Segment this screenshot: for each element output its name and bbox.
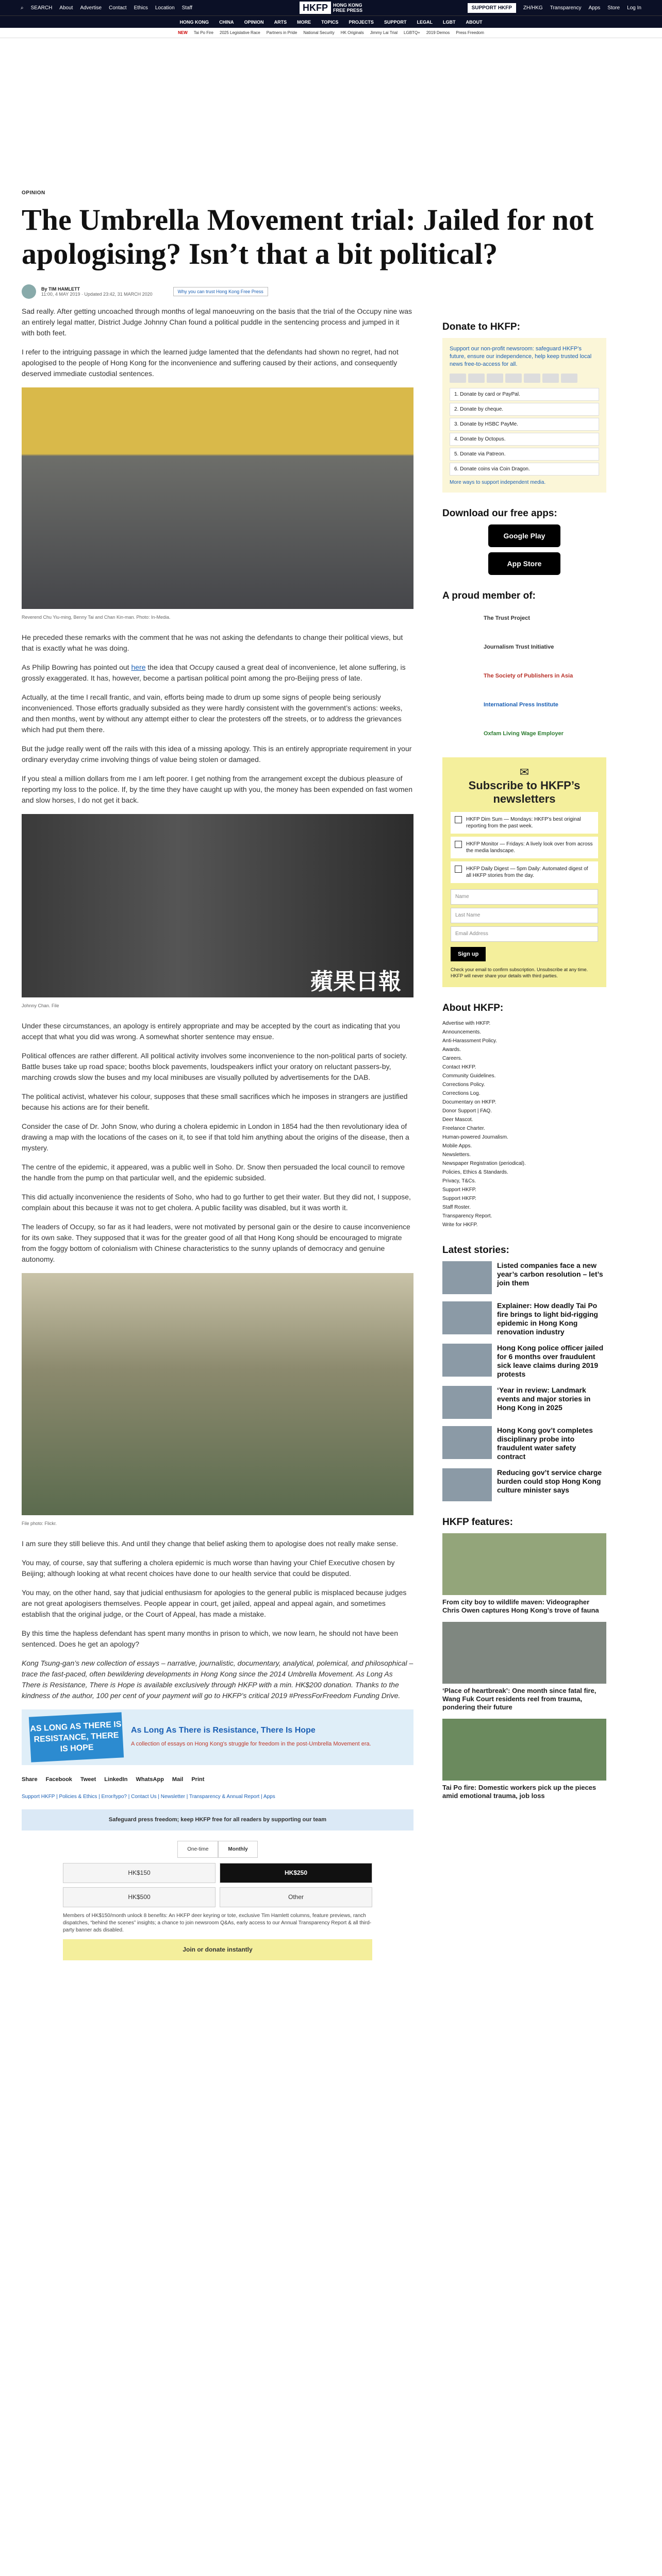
paragraph: The leaders of Occupy, so far as it had leaders, were not motivated by personal gain or the desire to cause inconvenience for its own sake. They supposed that it was for the greater good of all that Hong Kong should be encouraged to migrate from the foggy bottom of colonialism with Chinese characteristics to the sunny uplands of democracy and genuine autonomy. xyxy=(22,1223,410,1263)
donate-intro[interactable]: Support our non-profit newsroom: safeguard HKFP’s future, ensure our independence, help keep trusted local news free-to-access for all. xyxy=(450,346,592,367)
topic-link[interactable]: HK Originals xyxy=(340,30,364,35)
newsletter-box xyxy=(442,757,606,987)
share-label: Share xyxy=(22,1776,38,1783)
card-icon xyxy=(542,374,559,383)
about-link[interactable]: Corrections Log. xyxy=(442,1091,481,1096)
nav-arts[interactable]: ARTS xyxy=(274,19,287,25)
nav-more[interactable]: MORE xyxy=(297,19,311,25)
donate-option[interactable]: 4. Donate by Octopus. xyxy=(450,433,599,446)
paragraph: The centre of the epidemic, it appeared, was a public well in Soho. Dr. Snow then persuaded the local council to remove the handle from the pump on that particular well, and the epidemic subsided. xyxy=(22,1163,405,1182)
newsletter-option[interactable] xyxy=(451,812,598,834)
email-input[interactable]: Email Address xyxy=(451,926,598,942)
topic-strip xyxy=(0,28,662,38)
apps-heading: Download our free apps: xyxy=(442,508,557,519)
about-link[interactable]: Transparency Report. xyxy=(442,1213,492,1219)
main-content xyxy=(22,190,640,1960)
card-icon xyxy=(487,374,503,383)
freq-monthly[interactable]: Monthly xyxy=(218,1841,257,1858)
byline xyxy=(22,281,640,302)
nav-support[interactable]: SUPPORT xyxy=(384,19,407,25)
about-link[interactable]: Newsletters. xyxy=(442,1152,471,1158)
nav-hong-kong[interactable]: HONG KONG xyxy=(179,19,209,25)
topic-link[interactable]: 2019 Demos xyxy=(426,30,450,35)
newsletter-option-label: HKFP Dim Sum — Mondays: HKFP’s best original reporting from the past week. xyxy=(466,817,581,829)
latest-story[interactable] xyxy=(442,1301,606,1336)
newsletter-option[interactable] xyxy=(451,837,598,858)
top-link-transparency[interactable]: Transparency xyxy=(550,5,582,11)
search-icon[interactable]: ⌕ xyxy=(21,5,24,11)
top-links-right xyxy=(331,3,641,13)
paragraph: I refer to the intriguing passage in which the learned judge lamented that the defendants had shown no regret, had not apologised to the people of Hong Kong for the inconvenience and suffering caused by their actions, and consequently deserved immediate custodial sentences. xyxy=(22,348,399,378)
first-name-input[interactable]: Name xyxy=(451,889,598,905)
donate-option[interactable]: 5. Donate via Patreon. xyxy=(450,448,599,461)
more-ways-link[interactable]: More ways to support independent media. xyxy=(450,480,546,485)
trust-link[interactable]: Why you can trust Hong Kong Free Press xyxy=(173,287,268,296)
article-photo-2 xyxy=(22,814,413,997)
donate-option[interactable]: 1. Donate by card or PayPal. xyxy=(450,388,599,401)
paragraph: This did actually inconvenience the residents of Soho, who had to go further to get their water. But they did not, I suppose, complain about this because it was not to get cholera. A public facility was disabled, but it was worth it. xyxy=(22,1193,411,1212)
about-link[interactable]: Human-powered Journalism. xyxy=(442,1134,508,1140)
about-link[interactable]: Corrections Policy. xyxy=(442,1082,485,1088)
feature-card[interactable] xyxy=(442,1533,606,1615)
about-link[interactable]: Donor Support | FAQ. xyxy=(442,1108,492,1114)
about-link[interactable]: Awards. xyxy=(442,1047,461,1053)
latest-story[interactable] xyxy=(442,1261,606,1294)
about-link[interactable]: Staff Roster. xyxy=(442,1205,471,1210)
partner-logo[interactable]: The Society of Publishers in Asia xyxy=(484,673,573,679)
paragraph: You may, on the other hand, say that judicial enthusiasm for apologies to the general public is misplaced because judges are not great apologisers themselves. People appear in court, get jailed, appeal and appeal again, and sometimes establish that the original judge, or the Court of Appeal, has made a mistake. xyxy=(22,1588,407,1618)
book-promo-paragraph: Kong Tsung-gan’s new collection of essays – narrative, journalistic, documentary, analytical, polemical, and philosophical – trace the fast-paced, often bewildering developments in Hong Kong since the 2014 Umbrella Movement. As Long As There is Resistance, There is Hope is available exclusively through HKFP with a min. HK$200 donation. Thanks to the kindness of the author, 100 per cent of your payment will go to HKFP’s critical 2019 #PressForFreedom Funding Drive. xyxy=(22,1659,413,1700)
partner-logo[interactable]: The Trust Project xyxy=(484,615,530,621)
article-date: 11:00, 4 MAY 2019 · Updated 23:42, 31 MARCH 2020 xyxy=(41,292,153,297)
content-columns xyxy=(22,306,640,1960)
paragraph: You may, of course, say that suffering a cholera epidemic is much worse than having your Chief Executive chosen by Beijing; although looking at what recent choices have done to our health service that could be disputed. xyxy=(22,1558,395,1578)
story-title[interactable]: ‘Year in review: Landmark events and major stories in Hong Kong in 2025 xyxy=(497,1386,591,1412)
last-name-input[interactable]: Last Name xyxy=(451,908,598,923)
main-nav xyxy=(0,15,662,28)
search-link[interactable]: SEARCH xyxy=(30,5,53,11)
about-link[interactable]: Privacy, T&Cs. xyxy=(442,1178,476,1184)
newsletter-option-label: HKFP Daily Digest — 5pm Daily: Automated digest of all HKFP stories from the day. xyxy=(466,866,588,878)
safeguard-banner[interactable]: Safeguard press freedom; keep HKFP free for all readers by supporting our team xyxy=(22,1809,413,1831)
feature-card[interactable] xyxy=(442,1719,606,1800)
feature-image[interactable] xyxy=(442,1719,606,1781)
newsletter-note: Check your email to confirm subscription. Unsubscribe at any time. HKFP will never share your details with third parties. xyxy=(451,967,588,978)
about-link[interactable]: Policies, Ethics & Standards. xyxy=(442,1170,508,1175)
top-link-advertise[interactable]: Advertise xyxy=(80,5,102,11)
about-link[interactable]: Write for HKFP. xyxy=(442,1222,478,1228)
about-list xyxy=(442,1019,606,1229)
share-mail[interactable]: Mail xyxy=(172,1776,184,1783)
story-title[interactable]: Hong Kong police officer jailed for 6 months over fraudulent sick leave claims during 2019 protests xyxy=(497,1344,604,1378)
partner-logo[interactable]: Oxfam Living Wage Employer xyxy=(484,731,564,737)
about-link[interactable]: Community Guidelines. xyxy=(442,1073,496,1079)
book-cover: AS LONG AS THERE IS RESISTANCE, THERE IS HOPE xyxy=(29,1712,124,1762)
newsletter-option[interactable] xyxy=(451,861,598,883)
about-link[interactable]: Newspaper Registration (periodical). xyxy=(442,1161,526,1166)
frequency-toggle xyxy=(22,1841,413,1858)
article-body xyxy=(22,306,413,1960)
paragraph: Consider the case of Dr. John Snow, who during a cholera epidemic in London in 1854 had the then revolutionary idea of drawing a map with the locations of the cases on it, to see if that told him anything about the origins of the disease, then a mystery. xyxy=(22,1122,409,1152)
top-links-left xyxy=(21,5,331,11)
checkbox[interactable] xyxy=(455,816,462,823)
photo-caption: Reverend Chu Yiu-ming, Benny Tai and Chan Kin-man. Photo: In-Media. xyxy=(22,615,171,620)
donate-option[interactable]: 3. Donate by HSBC PayMe. xyxy=(450,418,599,431)
about-link[interactable]: Anti-Harassment Policy. xyxy=(442,1038,497,1044)
checkbox[interactable] xyxy=(455,866,462,873)
photo-caption: File photo: Flickr. xyxy=(22,1521,57,1526)
card-icon xyxy=(561,374,577,383)
paragraph: The political activist, whatever his colour, supposes that these small sacrifices which he imposes in strangers are justified because his actions are for their benefit. xyxy=(22,1092,408,1111)
donate-option[interactable]: 6. Donate coins via Coin Dragon. xyxy=(450,463,599,476)
partner-logo[interactable]: Journalism Trust Initiative xyxy=(484,644,554,650)
photo-caption: Johnny Chan. File xyxy=(22,1003,59,1008)
about-link[interactable]: Contact HKFP. xyxy=(442,1064,476,1070)
about-link[interactable]: Support HKFP. xyxy=(442,1187,476,1193)
nav-legal[interactable]: LEGAL xyxy=(417,19,433,25)
author-name[interactable]: By TIM HAMLETT xyxy=(41,286,80,292)
promo-title: As Long As There is Resistance, There Is Hope xyxy=(131,1726,316,1735)
donate-box xyxy=(442,338,606,493)
features-heading: HKFP features: xyxy=(442,1517,513,1528)
feature-image[interactable] xyxy=(442,1622,606,1684)
share-print[interactable]: Print xyxy=(191,1776,205,1783)
about-link[interactable]: Support HKFP. xyxy=(442,1196,476,1201)
topic-link[interactable]: Jimmy Lai Trial xyxy=(370,30,398,35)
nav-about[interactable]: ABOUT xyxy=(466,19,483,25)
share-whatsapp[interactable]: WhatsApp xyxy=(136,1776,164,1783)
nav-lgbt[interactable]: LGBT xyxy=(442,19,456,25)
feature-image[interactable] xyxy=(442,1533,606,1595)
story-title[interactable]: Listed companies face a new year’s carbon resolution – let’s join them xyxy=(497,1261,603,1287)
payment-icons xyxy=(450,374,599,383)
top-bar xyxy=(0,0,662,15)
amount-option[interactable]: HK$250 xyxy=(220,1863,372,1883)
logo-box: HKFP xyxy=(300,2,331,14)
newsletter-option-label: HKFP Monitor — Fridays: A lively look over from across the media landscape. xyxy=(466,841,593,854)
here-link[interactable]: here xyxy=(131,663,146,671)
topic-link[interactable]: LGBTQ+ xyxy=(404,30,420,35)
story-thumbnail[interactable] xyxy=(442,1386,492,1419)
latest-heading: Latest stories: xyxy=(442,1245,509,1256)
share-facebook[interactable]: Facebook xyxy=(45,1776,72,1783)
photo-watermark: 蘋果日報 xyxy=(310,969,401,994)
feature-title[interactable]: Tai Po fire: Domestic workers pick up the pieces amid emotional trauma, job loss xyxy=(442,1784,597,1800)
top-link-contact[interactable]: Contact xyxy=(109,5,127,11)
site-logo[interactable] xyxy=(300,2,362,14)
card-icon xyxy=(524,374,540,383)
feature-card[interactable] xyxy=(442,1622,606,1711)
join-button[interactable]: Join or donate instantly xyxy=(63,1939,372,1960)
top-link-ethics[interactable]: Ethics xyxy=(134,5,148,11)
feature-title[interactable]: From city boy to wildlife maven: Videographer Chris Owen captures Hong Kong’s trove of fauna xyxy=(442,1598,599,1614)
member-heading: A proud member of: xyxy=(442,590,536,601)
author-avatar xyxy=(22,284,36,299)
nav-opinion[interactable]: OPINION xyxy=(244,19,264,25)
nav-topics[interactable]: TOPICS xyxy=(321,19,339,25)
story-title[interactable]: Explainer: How deadly Tai Po fire brings to light bid-rigging epidemic in Hong Kong renovation industry xyxy=(497,1301,598,1336)
about-heading: About HKFP: xyxy=(442,1003,504,1013)
paragraph: Actually, at the time I recall frantic, and vain, efforts being made to drum up some signs of people being seriously inconvenienced. Those efforts gradually subsided as they were hardly consistent with the government’s actions: weeks, and then months, went by without any attempt either to clear the protesters off the streets, or to address the grievances which had put them there. xyxy=(22,693,403,734)
card-icon xyxy=(505,374,522,383)
share-linkedin[interactable]: LinkedIn xyxy=(104,1776,128,1783)
top-link-staff[interactable]: Staff xyxy=(181,5,193,11)
story-title[interactable]: Hong Kong gov’t completes disciplinary probe into fraudulent water safety contract xyxy=(497,1426,593,1461)
story-title[interactable]: Reducing gov’t service charge burden could stop Hong Kong culture minister says xyxy=(497,1468,602,1494)
paragraph: Political offences are rather different. All political activity involves some inconvenience to the non-political parts of society. Battle buses take up road space; booths block pavements, loudspeakers inflict your oratory on reluctant passers-by, marching crowds slow the buses and my local minibuses are visually polluted by advertisements for the DAB. xyxy=(22,1052,407,1081)
article-title: The Umbrella Movement trial: Jailed for not apologising? Isn’t that a bit political? xyxy=(22,203,594,270)
latest-story[interactable] xyxy=(442,1386,606,1419)
share-tweet[interactable]: Tweet xyxy=(80,1776,96,1783)
top-link-about[interactable]: About xyxy=(59,5,73,11)
card-icon xyxy=(450,374,466,383)
partner-logo[interactable]: International Press Institute xyxy=(484,702,558,708)
donation-amounts xyxy=(63,1863,372,1907)
paragraph: I am sure they still believe this. And until they change that belief asking them to apologise does not really make sense. xyxy=(22,1539,398,1548)
support-links[interactable]: Support HKFP | Policies & Ethics | Error/typo? | Contact Us | Newsletter | Transparency & Annual Report | Apps xyxy=(22,1794,275,1800)
promo-text: A collection of essays on Hong Kong’s struggle for freedom in the post-Umbrella Movement era. xyxy=(131,1741,371,1747)
sidebar xyxy=(442,306,606,1960)
article-photo-1 xyxy=(22,387,413,609)
signup-button[interactable]: Sign up xyxy=(451,947,486,961)
donate-option[interactable]: 2. Donate by cheque. xyxy=(450,403,599,416)
about-link[interactable]: Careers. xyxy=(442,1056,462,1061)
app-store-button[interactable]: App Store xyxy=(488,552,560,575)
newsletter-heading: Subscribe to HKFP’s newsletters xyxy=(468,779,581,805)
about-link[interactable]: Announcements. xyxy=(442,1029,482,1035)
latest-story[interactable] xyxy=(442,1468,606,1501)
top-link-apps[interactable]: Apps xyxy=(588,5,601,11)
about-link[interactable]: Advertise with HKFP. xyxy=(442,1021,491,1026)
story-thumbnail[interactable] xyxy=(442,1301,492,1334)
about-link[interactable]: Mobile Apps. xyxy=(442,1143,472,1149)
freq-one-time[interactable]: One-time xyxy=(177,1841,218,1858)
paragraph: Under these circumstances, an apology is entirely appropriate and may be accepted by the court as indicating that you accept that what you did was wrong. A somewhat shorter sentence may ensue. xyxy=(22,1022,400,1041)
members-benefits: Members of HK$150/month unlock 8 benefits: An HKFP deer keyring or tote, exclusive Tim Hamlett columns, feature previews, ranch dispatches, “behind the scenes” insights; a chance to join newsroom Q&As, early access to our Annual Transparency Report & all third-party banner ads disabled. xyxy=(63,1913,372,1933)
support-hkfp-button[interactable]: SUPPORT HKFP xyxy=(468,3,516,13)
latest-story[interactable] xyxy=(442,1344,606,1379)
about-link[interactable]: Documentary on HKFP. xyxy=(442,1099,496,1105)
login-link[interactable]: Log In xyxy=(627,5,641,11)
amount-option[interactable]: HK$150 xyxy=(63,1863,216,1883)
article-photo-3 xyxy=(22,1273,413,1515)
amount-option[interactable]: HK$500 xyxy=(63,1887,216,1907)
top-link-location[interactable]: Location xyxy=(155,5,175,11)
donate-heading: Donate to HKFP: xyxy=(442,321,520,332)
mail-icon: ✉ xyxy=(519,766,529,778)
topic-link[interactable]: Partners in Pride xyxy=(266,30,297,35)
paragraph: If you steal a million dollars from me I am left poorer. I get nothing from the arrangement except the dubious pleasure of reporting my loss to the police. If, by the time they have caught up with you, the money has been expended on fast women and slow horses, I do not get it back. xyxy=(22,774,413,804)
book-banner[interactable] xyxy=(22,1709,413,1765)
paragraph: By this time the hapless defendant has spent many months in prison to which, we now learn, he should not have been sentenced. Does he get an apology? xyxy=(22,1629,398,1648)
paragraph: As Philip Bowring has pointed out here the idea that Occupy caused a great deal of inconvenience, let alone suffering, is grossly exaggerated. It has, however, become a partisan political point among the pro-Beijing press of late. xyxy=(22,663,406,682)
topic-link[interactable]: Tai Po Fire xyxy=(193,30,213,35)
latest-story[interactable] xyxy=(442,1426,606,1461)
checkbox[interactable] xyxy=(455,841,462,848)
logo-line2: FREE PRESS xyxy=(333,8,363,13)
logo-line1: HONG KONG xyxy=(333,3,362,8)
google-play-button[interactable]: Google Play xyxy=(488,524,560,547)
story-thumbnail[interactable] xyxy=(442,1261,492,1294)
paragraph: But the judge really went off the rails with this idea of a missing apology. This is an entirely appropriate requirement in your ordinary everyday crime involving things of value being stolen or damaged. xyxy=(22,744,412,764)
story-thumbnail[interactable] xyxy=(442,1426,492,1459)
share-bar xyxy=(22,1774,413,1785)
language-link[interactable]: ZH/HKG xyxy=(523,5,543,11)
card-icon xyxy=(468,374,485,383)
story-thumbnail[interactable] xyxy=(442,1344,492,1377)
nav-projects[interactable]: PROJECTS xyxy=(349,19,374,25)
feature-title[interactable]: ‘Place of heartbreak’: One month since fatal fire, Wang Fuk Court residents reel from trauma, pondering their future xyxy=(442,1687,597,1711)
nav-china[interactable]: CHINA xyxy=(219,19,234,25)
paragraph: Sad really. After getting uncoached through months of legal manoeuvring on the basis that the trial of the Occupy nine was an entirely legal matter, District Judge Johnny Chan found a political puddle in the sentencing process and jumped in it with both feet. xyxy=(22,307,412,337)
topic-link[interactable]: 2025 Legislative Race xyxy=(220,30,260,35)
about-link[interactable]: Deer Mascot. xyxy=(442,1117,473,1123)
section-label[interactable]: OPINION xyxy=(22,190,45,196)
about-link[interactable]: Freelance Charter. xyxy=(442,1126,485,1131)
topic-link[interactable]: Press Freedom xyxy=(456,30,484,35)
top-link-store[interactable]: Store xyxy=(607,5,620,11)
story-thumbnail[interactable] xyxy=(442,1468,492,1501)
amount-option[interactable]: Other xyxy=(220,1887,372,1907)
new-label: NEW xyxy=(178,30,188,35)
topic-link[interactable]: National Security xyxy=(303,30,335,35)
paragraph: He preceded these remarks with the comment that he was not asking the defendants to change their political views, but that is exactly what he was doing. xyxy=(22,633,403,652)
